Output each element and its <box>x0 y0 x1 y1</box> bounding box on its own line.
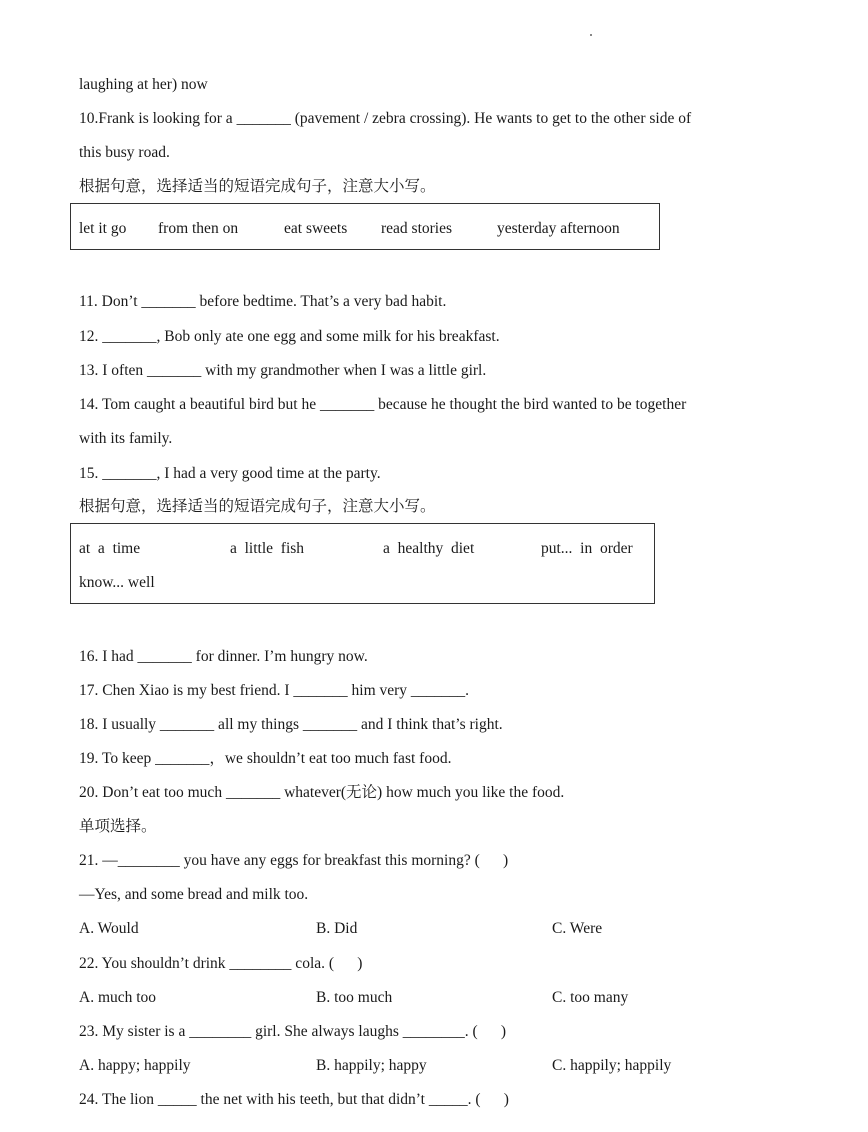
option-b: B. Did <box>316 920 358 937</box>
question-22: 22. You shouldn’t drink ________ cola. ( ) <box>79 955 363 972</box>
question-24: 24. The lion _____ the net with his teeth, but that didn’t _____. ( ) <box>79 1091 509 1108</box>
question-10-line1: 10.Frank is looking for a _______ (pavement / zebra crossing). He wants to get to the other side of <box>79 110 692 127</box>
question-11: 11. Don’t _______ before bedtime. That’s a very bad habit. <box>79 293 447 310</box>
option-c: C. Were <box>552 920 603 937</box>
word-box-2-item: at a time <box>79 540 141 557</box>
scan-dot <box>590 34 592 36</box>
option-c: C. happily; happily <box>552 1057 672 1074</box>
word-box-1-item: yesterday afternoon <box>497 220 620 237</box>
question-17: 17. Chen Xiao is my best friend. I _______ him very _______. <box>79 682 470 699</box>
question-23: 23. My sister is a ________ girl. She always laughs ________. ( ) <box>79 1023 507 1040</box>
option-a: A. Would <box>79 920 139 937</box>
question-14-line2: with its family. <box>79 430 173 447</box>
question-21-reply: —Yes, and some bread and milk too. <box>79 886 309 903</box>
question-19: 19. To keep _______，we shouldn’t eat too much fast food. <box>79 750 452 767</box>
question-20: 20. Don’t eat too much _______ whatever(无论) how much you like the food. <box>79 784 565 801</box>
question-12: 12. _______, Bob only ate one egg and some milk for his breakfast. <box>79 328 500 345</box>
word-box-2-item: know... well <box>79 574 155 591</box>
word-box-2-item: put... in order <box>541 540 633 557</box>
option-b: B. too much <box>316 989 393 1006</box>
word-box-1 <box>70 203 660 250</box>
word-box-2 <box>70 523 655 604</box>
instruction-3: 单项选择。 <box>79 818 157 835</box>
word-box-2-item: a healthy diet <box>383 540 475 557</box>
question-18: 18. I usually _______ all my things _______ and I think that’s right. <box>79 716 503 733</box>
word-box-2-item: a little fish <box>230 540 305 557</box>
continued-line: laughing at her) now <box>79 76 208 93</box>
question-10-line2: this busy road. <box>79 144 170 161</box>
question-16: 16. I had _______ for dinner. I’m hungry now. <box>79 648 368 665</box>
option-c: C. too many <box>552 989 629 1006</box>
question-21: 21. —________ you have any eggs for breakfast this morning? ( ) <box>79 852 509 869</box>
option-a: A. much too <box>79 989 157 1006</box>
question-13: 13. I often _______ with my grandmother when I was a little girl. <box>79 362 487 379</box>
question-15: 15. _______, I had a very good time at the party. <box>79 465 381 482</box>
word-box-1-item: let it go <box>79 220 127 237</box>
word-box-1-item: read stories <box>381 220 453 237</box>
question-14-line1: 14. Tom caught a beautiful bird but he _______ because he thought the bird wanted to be together <box>79 396 687 413</box>
option-b: B. happily; happy <box>316 1057 427 1074</box>
instruction-2: 根据句意，选择适当的短语完成句子，注意大小写。 <box>79 498 436 515</box>
option-a: A. happy; happily <box>79 1057 191 1074</box>
word-box-1-item: eat sweets <box>284 220 348 237</box>
instruction-1: 根据句意，选择适当的短语完成句子，注意大小写。 <box>79 178 436 195</box>
word-box-1-item: from then on <box>158 220 239 237</box>
